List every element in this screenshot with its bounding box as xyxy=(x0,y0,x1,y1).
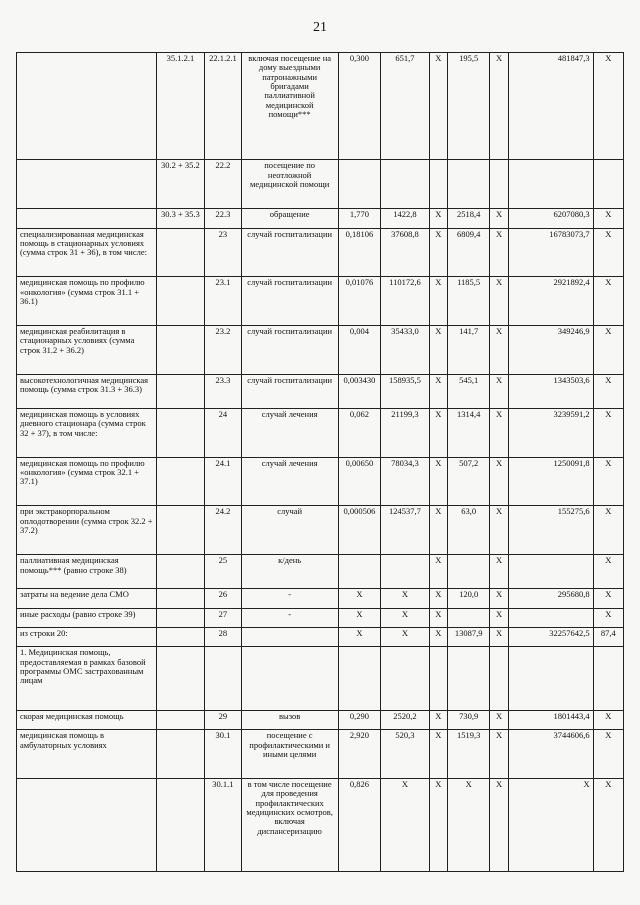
row-cost xyxy=(381,555,430,589)
row-line-ref xyxy=(156,608,205,627)
row-c8 xyxy=(447,608,489,627)
row-unit: - xyxy=(241,589,338,608)
row-c11: X xyxy=(593,710,623,729)
row-c9: X xyxy=(490,730,508,779)
row-line-ref xyxy=(156,555,205,589)
row-unit: к/день xyxy=(241,555,338,589)
row-cost: 21199,3 xyxy=(381,408,430,457)
row-code: 26 xyxy=(205,589,241,608)
row-name: из строки 20: xyxy=(17,628,157,647)
row-cost: X xyxy=(381,608,430,627)
row-cost xyxy=(381,160,430,209)
row-name: медицинская помощь по профилю «онкология» (сумма строк 31.1 + 36.1) xyxy=(17,277,157,326)
row-c10: 1343503,6 xyxy=(508,374,593,408)
row-c10: X xyxy=(508,779,593,872)
row-name xyxy=(17,209,157,228)
row-c10: 481847,3 xyxy=(508,53,593,160)
row-c9: X xyxy=(490,779,508,872)
row-norm: 0,00650 xyxy=(338,457,380,506)
row-norm: X xyxy=(338,589,380,608)
row-unit: в том числе посещение для проведения профилактических медицинских осмотров, включая диспансеризацию xyxy=(241,779,338,872)
row-norm: 2,920 xyxy=(338,730,380,779)
table-row xyxy=(17,710,624,729)
row-unit: посещение с профилактическими и иными целями xyxy=(241,730,338,779)
row-line-ref xyxy=(156,326,205,375)
row-c10: 6207080,3 xyxy=(508,209,593,228)
row-c10: 1250091,8 xyxy=(508,457,593,506)
row-c9: X xyxy=(490,710,508,729)
row-c11: X xyxy=(593,408,623,457)
row-c11: X xyxy=(593,506,623,555)
row-c10 xyxy=(508,555,593,589)
row-c10: 155275,6 xyxy=(508,506,593,555)
row-cost: 110172,6 xyxy=(381,277,430,326)
row-c7: X xyxy=(429,326,447,375)
row-code: 30.1 xyxy=(205,730,241,779)
table-row xyxy=(17,374,624,408)
row-cost: X xyxy=(381,589,430,608)
row-c7: X xyxy=(429,53,447,160)
table-row xyxy=(17,277,624,326)
row-c10: 32257642,5 xyxy=(508,628,593,647)
row-c11: X xyxy=(593,589,623,608)
row-unit: обращение xyxy=(241,209,338,228)
row-c10: 295680,8 xyxy=(508,589,593,608)
row-c7 xyxy=(429,647,447,710)
row-c9: X xyxy=(490,408,508,457)
row-name: иные расходы (равно строке 39) xyxy=(17,608,157,627)
row-line-ref xyxy=(156,374,205,408)
row-c11: X xyxy=(593,326,623,375)
row-c9: X xyxy=(490,555,508,589)
row-name: затраты на ведение дела СМО xyxy=(17,589,157,608)
row-c8: 2518,4 xyxy=(447,209,489,228)
funding-table xyxy=(16,52,624,872)
row-c11: X xyxy=(593,608,623,627)
row-c8: 1519,3 xyxy=(447,730,489,779)
row-name xyxy=(17,53,157,160)
row-c11: 87,4 xyxy=(593,628,623,647)
row-norm xyxy=(338,555,380,589)
row-c7: X xyxy=(429,608,447,627)
row-c7: X xyxy=(429,277,447,326)
row-c9: X xyxy=(490,277,508,326)
page-number: 21 xyxy=(313,20,327,35)
row-c10: 16783073,7 xyxy=(508,228,593,277)
row-c8: 1185,5 xyxy=(447,277,489,326)
row-code: 23.3 xyxy=(205,374,241,408)
row-c11: X xyxy=(593,457,623,506)
row-cost: 37608,8 xyxy=(381,228,430,277)
row-code: 24.2 xyxy=(205,506,241,555)
row-unit: - xyxy=(241,608,338,627)
row-c8 xyxy=(447,160,489,209)
row-cost xyxy=(381,647,430,710)
row-c10 xyxy=(508,647,593,710)
row-line-ref xyxy=(156,730,205,779)
row-line-ref xyxy=(156,779,205,872)
row-c11 xyxy=(593,160,623,209)
row-cost: 158935,5 xyxy=(381,374,430,408)
table-row xyxy=(17,160,624,209)
table-row xyxy=(17,228,624,277)
row-c9: X xyxy=(490,506,508,555)
row-c8: 141,7 xyxy=(447,326,489,375)
row-c7: X xyxy=(429,228,447,277)
row-unit xyxy=(241,628,338,647)
row-name: медицинская помощь в амбулаторных условиях xyxy=(17,730,157,779)
row-norm: 0,300 xyxy=(338,53,380,160)
row-c8: 13087,9 xyxy=(447,628,489,647)
row-c10: 3744606,6 xyxy=(508,730,593,779)
row-line-ref: 35.1.2.1 xyxy=(156,53,205,160)
table-row xyxy=(17,589,624,608)
row-c11: X xyxy=(593,53,623,160)
row-c8: 63,0 xyxy=(447,506,489,555)
row-c7: X xyxy=(429,589,447,608)
row-name: специализированная медицинская помощь в стационарных условиях (сумма строк 31 + 36), в том числе: xyxy=(17,228,157,277)
row-cost: 651,7 xyxy=(381,53,430,160)
row-unit: вызов xyxy=(241,710,338,729)
row-code: 29 xyxy=(205,710,241,729)
row-c9: X xyxy=(490,53,508,160)
row-cost: 2520,2 xyxy=(381,710,430,729)
funding-table-container xyxy=(16,52,624,872)
row-norm: 0,004 xyxy=(338,326,380,375)
row-c11: X xyxy=(593,277,623,326)
row-line-ref xyxy=(156,647,205,710)
row-c7: X xyxy=(429,457,447,506)
table-row xyxy=(17,628,624,647)
row-name: медицинская помощь по профилю «онкология» (сумма строк 32.1 + 37.1) xyxy=(17,457,157,506)
row-cost: X xyxy=(381,779,430,872)
row-cost: 520,3 xyxy=(381,730,430,779)
row-c8 xyxy=(447,555,489,589)
row-c10: 1801443,4 xyxy=(508,710,593,729)
row-name: высокотехнологичная медицинская помощь (сумма строк 31.3 + 36.3) xyxy=(17,374,157,408)
row-norm: 0,062 xyxy=(338,408,380,457)
row-code: 23.1 xyxy=(205,277,241,326)
row-code: 30.1.1 xyxy=(205,779,241,872)
row-norm: 0,290 xyxy=(338,710,380,729)
row-code: 22.1.2.1 xyxy=(205,53,241,160)
table-row xyxy=(17,408,624,457)
row-c9: X xyxy=(490,228,508,277)
table-row xyxy=(17,647,624,710)
row-name: 1. Медицинская помощь, предоставляемая в рамках базовой программы ОМС застрахованным лицам xyxy=(17,647,157,710)
table-row xyxy=(17,209,624,228)
row-line-ref xyxy=(156,710,205,729)
row-c7: X xyxy=(429,555,447,589)
table-row xyxy=(17,506,624,555)
row-code: 25 xyxy=(205,555,241,589)
row-c10 xyxy=(508,608,593,627)
row-c11: X xyxy=(593,374,623,408)
row-c11: X xyxy=(593,779,623,872)
row-norm: 0,01076 xyxy=(338,277,380,326)
row-c9: X xyxy=(490,628,508,647)
row-c8: 195,5 xyxy=(447,53,489,160)
row-unit: случай лечения xyxy=(241,408,338,457)
row-name: медицинская реабилитация в стационарных условиях (сумма строк 31.2 + 36.2) xyxy=(17,326,157,375)
row-unit: случай лечения xyxy=(241,457,338,506)
row-cost: 124537,7 xyxy=(381,506,430,555)
row-line-ref xyxy=(156,408,205,457)
row-c8: 1314,4 xyxy=(447,408,489,457)
row-name: медицинская помощь в условиях дневного стационара (сумма строк 32 + 37), в том числе: xyxy=(17,408,157,457)
row-c7: X xyxy=(429,374,447,408)
row-c9: X xyxy=(490,374,508,408)
row-norm: 0,18106 xyxy=(338,228,380,277)
row-cost: 78034,3 xyxy=(381,457,430,506)
row-name xyxy=(17,779,157,872)
row-line-ref xyxy=(156,589,205,608)
row-line-ref xyxy=(156,228,205,277)
table-row xyxy=(17,608,624,627)
row-c9: X xyxy=(490,209,508,228)
table-row xyxy=(17,555,624,589)
row-c10: 2921892,4 xyxy=(508,277,593,326)
row-c7: X xyxy=(429,628,447,647)
row-unit: случай госпитализации xyxy=(241,228,338,277)
row-norm: 0,000506 xyxy=(338,506,380,555)
row-line-ref xyxy=(156,506,205,555)
row-unit xyxy=(241,647,338,710)
row-c7: X xyxy=(429,730,447,779)
row-name xyxy=(17,160,157,209)
row-name: при экстракорпоральном оплодотворении (сумма строк 32.2 + 37.2) xyxy=(17,506,157,555)
row-cost: 1422,8 xyxy=(381,209,430,228)
row-unit: посещение по неотложной медицинской помощи xyxy=(241,160,338,209)
row-c10: 3239591,2 xyxy=(508,408,593,457)
table-row xyxy=(17,779,624,872)
row-line-ref xyxy=(156,628,205,647)
row-c9 xyxy=(490,647,508,710)
row-c8 xyxy=(447,647,489,710)
row-c10 xyxy=(508,160,593,209)
row-code: 23 xyxy=(205,228,241,277)
row-line-ref xyxy=(156,457,205,506)
row-c8: 120,0 xyxy=(447,589,489,608)
row-c8: X xyxy=(447,779,489,872)
row-c7: X xyxy=(429,408,447,457)
table-body xyxy=(17,53,624,872)
row-name: скорая медицинская помощь xyxy=(17,710,157,729)
row-norm: X xyxy=(338,608,380,627)
row-c7: X xyxy=(429,506,447,555)
row-code: 22.2 xyxy=(205,160,241,209)
table-row xyxy=(17,457,624,506)
table-row xyxy=(17,53,624,160)
row-line-ref: 30.2 + 35.2 xyxy=(156,160,205,209)
row-c7 xyxy=(429,160,447,209)
row-c9: X xyxy=(490,589,508,608)
row-c7: X xyxy=(429,710,447,729)
row-c8: 545,1 xyxy=(447,374,489,408)
row-c9: X xyxy=(490,457,508,506)
row-norm: X xyxy=(338,628,380,647)
row-code: 28 xyxy=(205,628,241,647)
row-c8: 730,9 xyxy=(447,710,489,729)
row-unit: случай госпитализации xyxy=(241,326,338,375)
row-unit: случай госпитализации xyxy=(241,277,338,326)
table-row xyxy=(17,730,624,779)
row-c11: X xyxy=(593,209,623,228)
table-row xyxy=(17,326,624,375)
row-c8: 6809,4 xyxy=(447,228,489,277)
row-c11: X xyxy=(593,730,623,779)
row-c7: X xyxy=(429,779,447,872)
row-code: 24.1 xyxy=(205,457,241,506)
row-code xyxy=(205,647,241,710)
row-cost: 35433,0 xyxy=(381,326,430,375)
row-c11: X xyxy=(593,228,623,277)
row-line-ref: 30.3 + 35.3 xyxy=(156,209,205,228)
row-unit: включая посещение на дому выездными патронажными бригадами паллиативной медицинской помощи*** xyxy=(241,53,338,160)
row-line-ref xyxy=(156,277,205,326)
row-c9 xyxy=(490,160,508,209)
row-norm: 1,770 xyxy=(338,209,380,228)
row-c8: 507,2 xyxy=(447,457,489,506)
row-code: 27 xyxy=(205,608,241,627)
row-norm: 0,003430 xyxy=(338,374,380,408)
row-c11: X xyxy=(593,555,623,589)
row-c9: X xyxy=(490,326,508,375)
row-unit: случай xyxy=(241,506,338,555)
row-name: паллиативная медицинская помощь*** (равно строке 38) xyxy=(17,555,157,589)
row-c10: 349246,9 xyxy=(508,326,593,375)
row-norm xyxy=(338,160,380,209)
row-c9: X xyxy=(490,608,508,627)
row-norm xyxy=(338,647,380,710)
row-c11 xyxy=(593,647,623,710)
row-code: 22.3 xyxy=(205,209,241,228)
row-cost: X xyxy=(381,628,430,647)
row-code: 23.2 xyxy=(205,326,241,375)
row-unit: случай госпитализации xyxy=(241,374,338,408)
row-norm: 0,826 xyxy=(338,779,380,872)
row-c7: X xyxy=(429,209,447,228)
row-code: 24 xyxy=(205,408,241,457)
